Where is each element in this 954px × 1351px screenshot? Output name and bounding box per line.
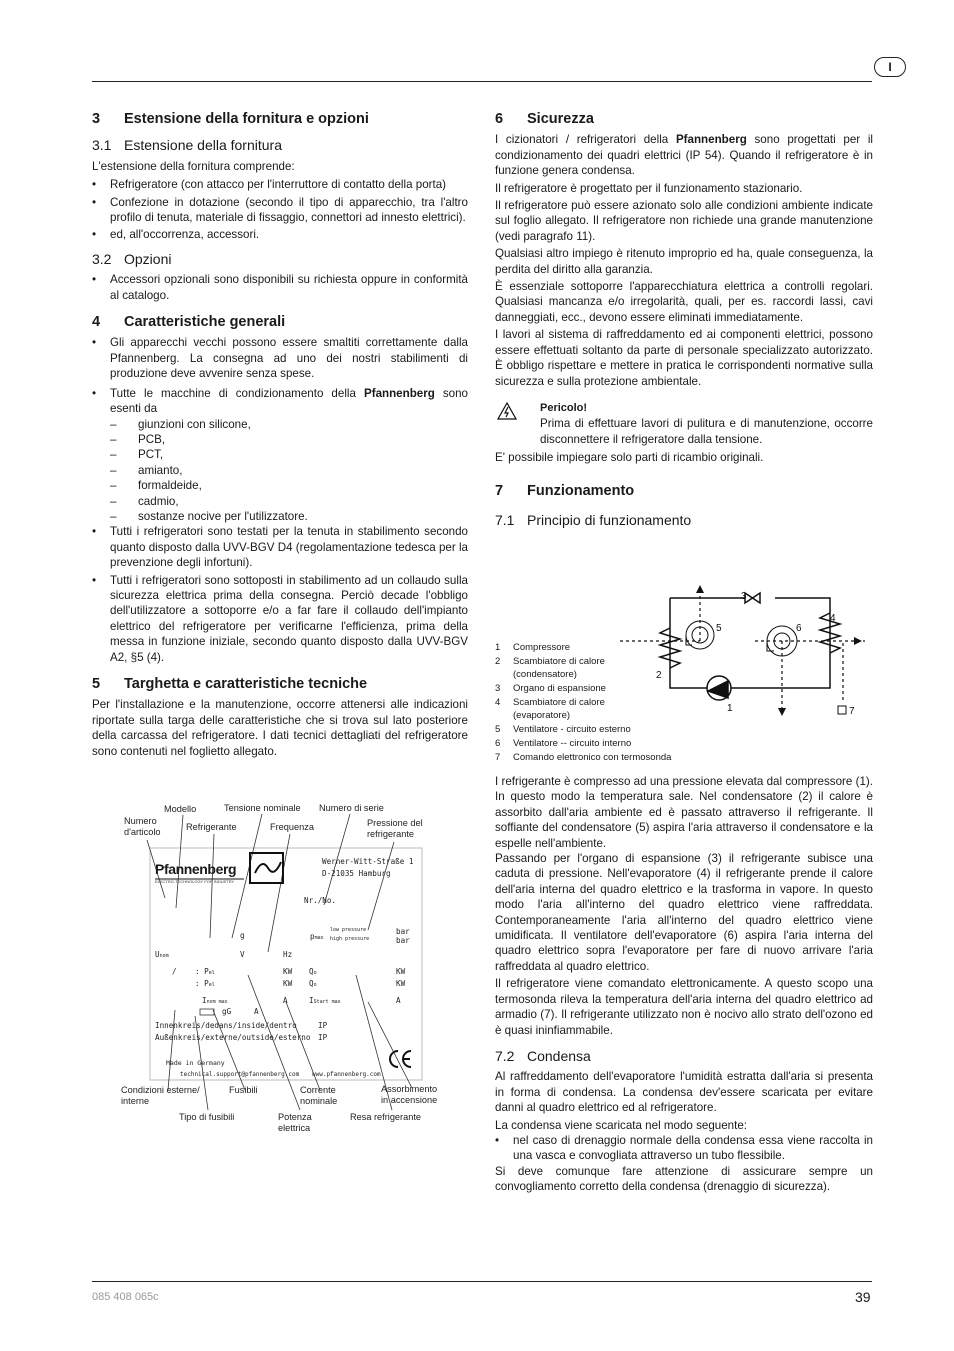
- plate-a-2: A: [396, 996, 401, 1005]
- section-6-paragraph: È essenziale sottoporre l'apparecchiatura elettrica a controlli regolari. Qualsiasi mancanza e/o irregolarità, quali, per es. raccordi lassi, cavi danneggiati, ecc., devono essere eliminati immediatamente.: [495, 280, 873, 324]
- label-condizioni: Condizioni esterne/ interne: [121, 1085, 200, 1106]
- plate-bar-2: bar: [396, 936, 410, 945]
- label-serie: Numero di serie: [319, 803, 384, 813]
- diagram-label-1: 1: [727, 703, 733, 714]
- plate-slash: /: [172, 967, 177, 976]
- plate-pel-2: : Pel: [195, 979, 215, 988]
- list-item: • Tutte le macchine di condizionamento della Pfannenberg sono esenti da – giunzioni con silicone, – PCB, – PCT, – amianto, – formaldeide, – cadmio, – sostanze nocive per l'utilizzatore.: [92, 386, 468, 525]
- list-item: • Tutti i refrigeratori sono testati per la tenuta in stabilimento secondo quanto disposto dalla UVV-BGV D4 (regolamentazione tedesca per la prevenzione degli infortuni).: [92, 524, 468, 570]
- document-code: 085 408 065c: [92, 1291, 159, 1303]
- label-frequenza: Frequenza: [270, 822, 314, 832]
- footer-rule: [92, 1281, 872, 1282]
- section-6-paragraph: E' possibile impiegare solo parti di ricambio originali.: [495, 451, 764, 465]
- diagram-label-3: 3: [741, 591, 747, 602]
- pfannenberg-logo-mark: [250, 853, 283, 883]
- plate-outer: Außenkreis/externe/outside/esterno: [155, 1033, 311, 1042]
- header-rule: [92, 81, 872, 82]
- legend-row: 5 Ventilatore - circuito esterno: [495, 724, 631, 735]
- plate-g: g: [240, 931, 245, 940]
- list-item: • Refrigeratore (con attacco per l'interruttore di contatto della porta): [92, 177, 468, 192]
- plate-kw-3: KW: [396, 967, 406, 976]
- legend-row: 4 Scambiatore di calore (evaporatore): [495, 697, 605, 721]
- section-7-2-paragraph: La condensa viene scaricata nel modo seguente:: [495, 1118, 748, 1132]
- section-4-list: [92, 335, 468, 665]
- section-3-1-intro: L'estensione della fornitura comprende:: [92, 159, 295, 173]
- plate-pel-1: : Pel: [195, 967, 215, 976]
- thermo-probe-icon: [838, 706, 846, 714]
- plate-pmax: pmax: [310, 932, 324, 941]
- section-7-2-paragraph: Si deve comunque fare attenzione di assicurare sempre un convogliamento corretto della condensa (drenaggio di sicurezza).: [495, 1164, 873, 1194]
- plate-a-1: A: [283, 996, 288, 1005]
- list-item: – sostanze nocive per l'utilizzatore.: [110, 509, 468, 524]
- section-7-heading: 7 Funzionamento: [495, 482, 635, 499]
- plate-high-pressure: high pressure: [330, 936, 370, 942]
- legend-row: 7 Comando elettronico con termosonda: [495, 752, 672, 763]
- language-badge: I: [874, 57, 906, 77]
- plate-brand-sub: ELECTRO-TECHNOLOGY FOR INDUSTRY: [155, 879, 235, 884]
- warning-title: Pericolo!: [540, 401, 588, 414]
- plate-istart: IStart max: [309, 996, 341, 1005]
- section-6-paragraph: I lavori al sistema di raffreddamento ed ai componenti elettrici, possono essere effettuati soltanto da parte di personale specializzato autorizzato. È obbligo rispettare e mettere in pratica le corrispondenti normative sulla sicurezza e sulla protezione ambientale.: [495, 328, 873, 388]
- air-down-arrow-icon: [778, 708, 786, 716]
- section-5-heading: 5 Targhetta e caratteristiche tecniche: [92, 676, 368, 692]
- list-item: – amianto,: [110, 463, 468, 478]
- plate-kw-4: KW: [396, 979, 406, 988]
- legend-row: 1 Compressore: [495, 642, 571, 653]
- list-item: • Confezione in dotazione (secondo il tipo di apparecchio, tra l'altro profilo di tenuta, materiale di fissaggio, connettori ad innesto elettrici).: [92, 195, 468, 226]
- plate-low-pressure: low pressure: [330, 927, 367, 933]
- plate-ip-1: IP: [318, 1021, 328, 1030]
- plate-inom: Inom max: [202, 996, 228, 1005]
- plate-web: www.pfannenberg.com: [312, 1071, 381, 1078]
- label-refrigerante: Refrigerante: [186, 822, 237, 832]
- plate-kw-1: KW: [283, 967, 293, 976]
- plate-ip-2: IP: [318, 1033, 328, 1042]
- section-6-paragraph: Il refrigeratore è progettato per il funzionamento stazionario.: [495, 181, 803, 195]
- list-item: – giunzioni con silicone,: [110, 417, 468, 432]
- right-column-lower: [495, 774, 873, 1195]
- diagram-legend: [495, 641, 705, 764]
- list-item: – formaldeide,: [110, 478, 468, 493]
- label-tipo-fusibili: Tipo di fusibili: [179, 1112, 235, 1122]
- section-6-paragraph: I cizionatori / refrigeratori della Pfannenberg sono progettati per il condizionamento dei quadri elettrici (IP 54). Quando il refrigeratore è in funzione genera condensa.: [495, 133, 873, 178]
- danger-warning: [495, 401, 873, 447]
- list-item: – cadmio,: [110, 494, 468, 509]
- legend-row: 2 Scambiatore di calore (condensatore): [495, 656, 605, 680]
- label-articolo: Numero d'articolo: [124, 816, 161, 837]
- plate-hz: Hz: [283, 950, 293, 959]
- warning-text: Prima di effettuare lavori di pulitura e di manutenzione, occorre disconnettere il refrigeratore dalla tensione.: [540, 417, 873, 446]
- label-potenza: Potenza elettrica: [278, 1112, 312, 1133]
- plate-address-1: Werner-Witt-Straße 1: [322, 857, 414, 866]
- list-item: • Gli apparecchi vecchi possono essere smaltiti correttamente dalla Pfannenberg. La consegna ad uno dei nostri stabilimenti di produzione deve avvenire senza spese.: [92, 335, 468, 381]
- ce-mark: [390, 1051, 411, 1067]
- diagram-label-2: 2: [656, 670, 662, 681]
- label-tensione: Tensione nominale: [224, 803, 301, 813]
- section-7-2-list: [495, 1133, 873, 1164]
- compressor-icon: [707, 676, 731, 700]
- plate-email: technical.support@pfannenberg.com: [180, 1071, 300, 1078]
- page-number: 39: [855, 1289, 871, 1305]
- label-fusibili: Fusibili: [229, 1085, 258, 1095]
- section-3-heading: 3 Estensione della fornitura e opzioni: [92, 111, 369, 127]
- legend-row: 6 Ventilatore -- circuito interno: [495, 738, 632, 749]
- legend-row: 3 Organo di espansione: [495, 683, 606, 694]
- section-7-1-paragraph: Il refrigeratore viene comandato elettronicamente. A questo scopo una termosonda rileva la temperatura dell'aria interna del quadro elettrico ad armadio (7). Il refrigerante utilizzato non è nocivo allo strato dell'ozono ed è quasi ininfiammabile.: [495, 977, 873, 1037]
- list-item: • Tutti i refrigeratori sono sottoposti in stabilimento ad un collaudo sulla sicurezza elettrica prima della consegna. Perciò decade l'obbligo dell'utilizzatore a sottoporre e/o a far fare il collaudo dell'impianto elettrico del refrigeratore per verificarne l'efficienza, prima della messa in funzione iniziale, secondo quanto disposto dalla UVV-BGV A2, §5 (4).: [92, 573, 468, 665]
- label-modello: Modello: [164, 804, 197, 814]
- list-item: • Accessori opzionali sono disponibili su richiesta oppure in conformità al catalogo.: [92, 272, 468, 303]
- label-assorbimento: Assorbimento in accensione: [381, 1084, 438, 1105]
- exempt-substances-list: [110, 417, 468, 525]
- label-pressione: Pressione del refrigerante: [367, 818, 423, 839]
- plate-gg: gG: [222, 1007, 232, 1016]
- section-7-2-paragraph: Al raffreddamento dell'evaporatore l'umidità estratta dall'aria si presenta in forma di condensa. La condensa dev'essere scaricata per evitare danni al quadro elettrico ed al refrigeratore.: [495, 1070, 873, 1115]
- electrical-hazard-icon: [497, 402, 517, 420]
- section-7-1-heading: 7.1 Principio di funzionamento: [495, 511, 692, 528]
- diagram-label-6: 6: [796, 623, 802, 634]
- section-7-2-heading: 7.2 Condensa: [495, 1047, 591, 1064]
- list-item: • ed, all'occorrenza, accessori.: [92, 227, 468, 242]
- section-3-2-heading: 3.2 Opzioni: [92, 250, 172, 267]
- list-item: • nel caso di drenaggio normale della condensa essa viene raccolta in una vasca e convogliata attraverso un tubo flessibile.: [495, 1133, 873, 1164]
- section-7-1-paragraph: I refrigerante è compresso ad una pressione elevata dal compressore (1). In questo modo la temperatura sale. Nel condensatore (2) il calore è assorbito dall'aria ambiente ed è passato attraverso il refrigerante. Il soffiante del condensatore (5) aspira l'aria attraverso il condensatore e la espelle nell'ambiente.: [495, 775, 873, 850]
- list-item: – PCB,: [110, 432, 468, 447]
- plate-made: Made in Germany: [166, 1059, 225, 1067]
- plate-inner: Innenkreis/dedans/inside/dentro: [155, 1021, 297, 1030]
- section-7-1-paragraph: Passando per l'organo di espansione (3) il refrigerante subisce una caduta di pressione. Nell'evaporatore (4) il refrigerante prende il calore dell'aria interna del quadro elettrico e la trasforma in vapore. In questo modo l'aria all'interno del quadro elettrico viene raffreddata. Contemporaneamente l'aria all'interno del quadro elettrico viene umidificata. Il ventilatore dell'evaporatore (6) aspira l'aria interna del quadro elettrico sopra l'evaporatore per fare di nuovo arrivare l'aria raffreddata al quadro elettrico.: [495, 852, 873, 973]
- label-resa: Resa refrigerante: [350, 1112, 421, 1122]
- section-3-2-list: [92, 272, 468, 303]
- section-6-paragraph: Qualsiasi altro impiego è ritenuto improprio ed ha, quale conseguenza, la perdita del diritto alla garanzia.: [495, 247, 873, 276]
- section-6-heading: 6 Sicurezza: [495, 111, 594, 127]
- plate-brand: Pfannenberg: [155, 861, 237, 877]
- plate-nr: Nr./No.: [304, 896, 337, 905]
- diagram-label-7: 7: [849, 706, 855, 717]
- expansion-valve-icon: [745, 593, 760, 603]
- air-right-arrow-icon: [854, 637, 862, 645]
- right-column: [495, 112, 873, 528]
- plate-address-2: D-21035 Hamburg: [322, 869, 391, 878]
- list-item: – PCT,: [110, 447, 468, 462]
- plate-v: V: [240, 950, 245, 959]
- plate-kw-2: KW: [283, 979, 293, 988]
- diagram-label-5: 5: [716, 623, 722, 634]
- left-column: [92, 112, 468, 759]
- section-3-1-heading: 3.1 Estensione della fornitura: [92, 137, 282, 154]
- plate-q-2: Qo: [309, 979, 317, 988]
- air-out-arrow-icon: [696, 585, 704, 593]
- diagram-label-4: 4: [830, 613, 836, 624]
- section-4-heading: 4 Caratteristiche generali: [92, 314, 286, 331]
- section-6-paragraph: Il refrigeratore può essere azionato solo alle condizioni ambiente indicate sul foglio allegato. Il refrigeratore non richiede una grande manutenzione (vedi paragrafo 11).: [495, 199, 873, 243]
- plate-q-1: Qo: [309, 967, 317, 976]
- plate-unom: Unom: [155, 950, 169, 959]
- plate-a-3: A: [254, 1007, 259, 1016]
- plate-bar-1: bar: [396, 927, 410, 936]
- section-3-1-list: [92, 177, 468, 243]
- label-corrente: Corrente nominale: [300, 1085, 338, 1106]
- section-5-text: Per l'installazione e la manutenzione, occorre attenersi alle indicazioni riportate sulla targa delle caratteristiche che si trova sul lato posteriore della carcassa del refrigeratore. I dati tecnici dettagliati del refrigeratore sono contenuti nel foglietto allegato.: [92, 698, 468, 758]
